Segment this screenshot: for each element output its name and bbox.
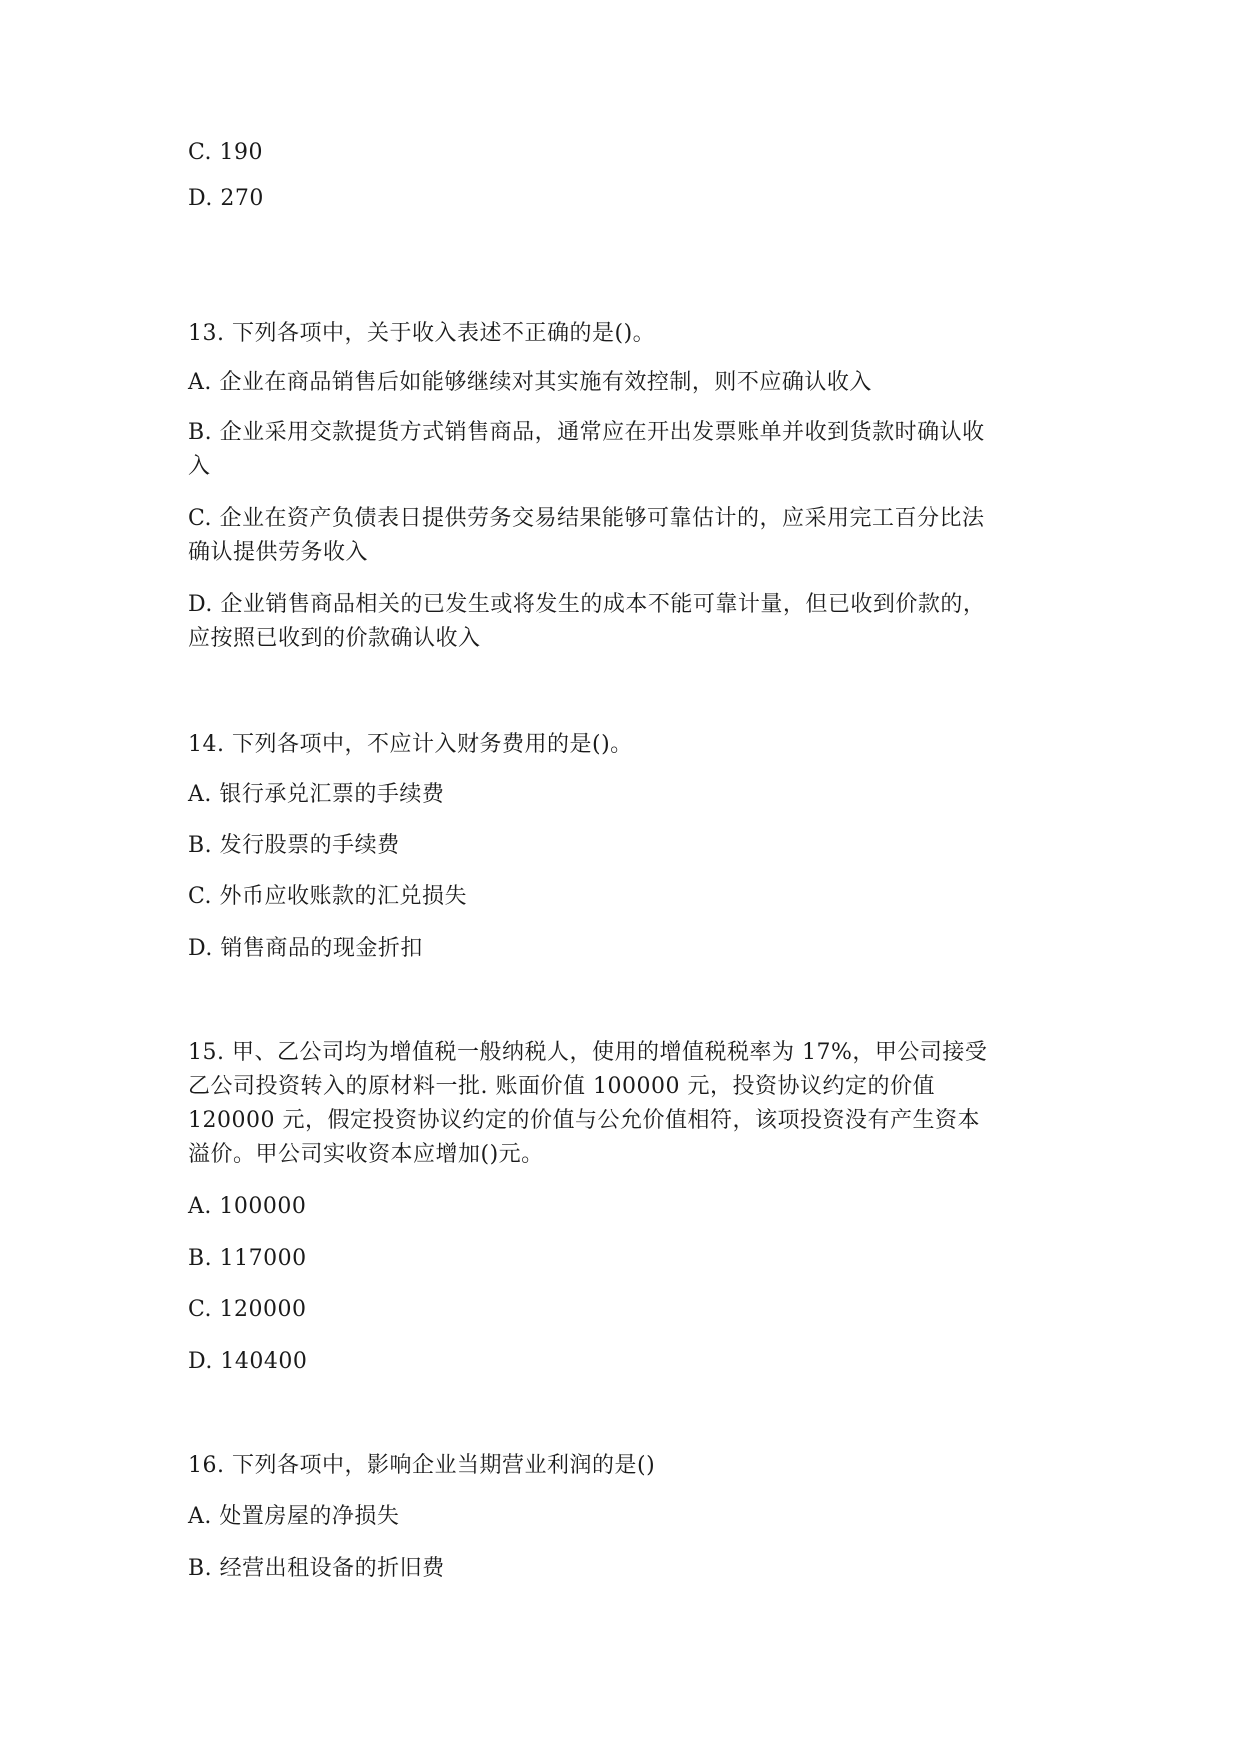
q15-option-d: D. 140400: [188, 1349, 308, 1374]
q13-option-c: C. 企业在资产负债表日提供劳务交易结果能够可靠估计的，应采用完工百分比法: [188, 506, 985, 531]
q15-stem-line-1: 15. 甲、乙公司均为增值税一般纳税人，使用的增值税税率为 17%，甲公司接受: [188, 1040, 988, 1065]
q14-option-a: A. 银行承兑汇票的手续费: [188, 782, 445, 807]
q16-stem: 16. 下列各项中，影响企业当期营业利润的是(): [188, 1453, 656, 1478]
q13-option-b-cont: 入: [188, 454, 211, 479]
q13-option-d-cont: 应按照已收到的价款确认收入: [188, 626, 481, 651]
q14-stem: 14. 下列各项中，不应计入财务费用的是()。: [188, 732, 633, 757]
q16-option-a: A. 处置房屋的净损失: [188, 1504, 400, 1529]
q15-stem-line-3: 120000 元，假定投资协议约定的价值与公允价值相符，该项投资没有产生资本: [188, 1108, 980, 1133]
q13-option-d: D. 企业销售商品相关的已发生或将发生的成本不能可靠计量，但已收到价款的，: [188, 592, 986, 617]
q15-stem-line-2: 乙公司投资转入的原材料一批. 账面价值 100000 元，投资协议约定的价值: [188, 1074, 935, 1099]
q15-stem-line-4: 溢价。甲公司实收资本应增加()元。: [188, 1142, 544, 1167]
q12-option-d: D. 270: [188, 186, 264, 211]
q14-option-c: C. 外币应收账款的汇兑损失: [188, 884, 468, 909]
q13-option-c-cont: 确认提供劳务收入: [188, 540, 369, 565]
q14-option-b: B. 发行股票的手续费: [188, 833, 400, 858]
q16-option-b: B. 经营出租设备的折旧费: [188, 1556, 445, 1581]
q14-option-d: D. 销售商品的现金折扣: [188, 936, 423, 961]
q15-option-b: B. 117000: [188, 1246, 307, 1271]
q15-option-a: A. 100000: [188, 1194, 307, 1219]
q13-option-a: A. 企业在商品销售后如能够继续对其实施有效控制，则不应确认收入: [188, 370, 872, 395]
q13-stem: 13. 下列各项中，关于收入表述不正确的是()。: [188, 321, 656, 346]
q13-option-b: B. 企业采用交款提货方式销售商品，通常应在开出发票账单并收到货款时确认收: [188, 420, 985, 445]
q12-option-c: C. 190: [188, 140, 264, 165]
q15-option-c: C. 120000: [188, 1297, 307, 1322]
